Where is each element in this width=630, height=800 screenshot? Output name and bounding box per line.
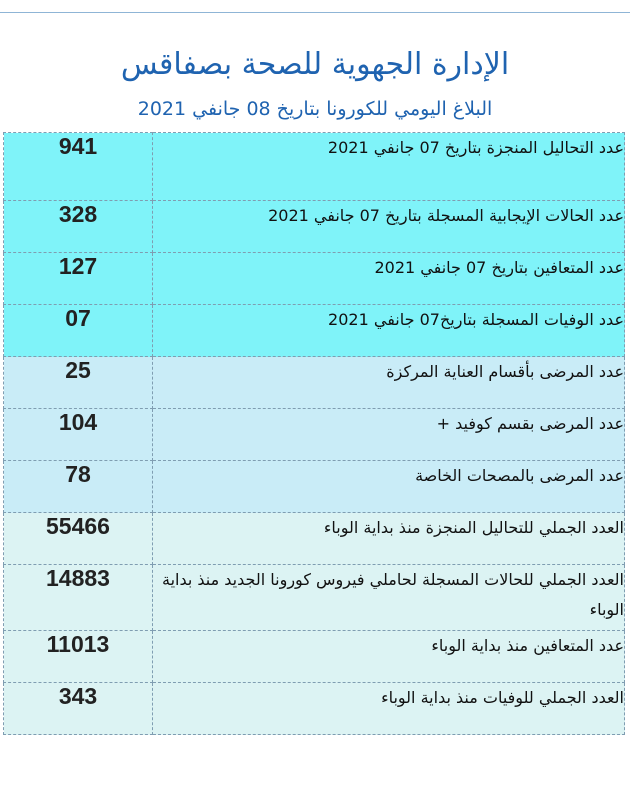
row-value: 25: [4, 357, 153, 409]
top-divider: [0, 12, 630, 13]
row-value: 11013: [4, 631, 153, 683]
row-label: العدد الجملي للتحاليل المنجزة منذ بداية الوباء: [153, 513, 625, 565]
row-value: 14883: [4, 565, 153, 631]
row-label: عدد المرضى بالمصحات الخاصة: [153, 461, 625, 513]
row-value: 941: [4, 133, 153, 201]
row-label: العدد الجملي للحالات المسجلة لحاملي فيروس كورونا الجديد منذ بداية الوباء: [153, 565, 625, 631]
page-title: الإدارة الجهوية للصحة بصفاقس: [120, 47, 510, 82]
page-subtitle: البلاغ اليومي للكورونا بتاريخ 08 جانفي 2021: [137, 98, 493, 120]
table-row: [4, 305, 625, 357]
table-row: [4, 461, 625, 513]
row-value: 127: [4, 253, 153, 305]
table-row: [4, 133, 625, 201]
row-label: العدد الجملي للوفيات منذ بداية الوباء: [153, 683, 625, 735]
table-row: [4, 631, 625, 683]
row-label: عدد المتعافين منذ بداية الوباء: [153, 631, 625, 683]
table-row: [4, 201, 625, 253]
statistics-table-body: [4, 133, 625, 735]
table-row: [4, 253, 625, 305]
table-row: [4, 357, 625, 409]
row-label: عدد المرضى بقسم كوفيد +: [153, 409, 625, 461]
row-label: عدد المتعافين بتاريخ 07 جانفي 2021: [153, 253, 625, 305]
row-value: 328: [4, 201, 153, 253]
row-label: عدد المرضى بأقسام العناية المركزة: [153, 357, 625, 409]
row-label: عدد التحاليل المنجزة بتاريخ 07 جانفي 2021: [153, 133, 625, 201]
table-row: [4, 683, 625, 735]
row-value: 343: [4, 683, 153, 735]
row-value: 55466: [4, 513, 153, 565]
row-value: 104: [4, 409, 153, 461]
table-row: [4, 513, 625, 565]
row-label: عدد الوفيات المسجلة بتاريخ07 جانفي 2021: [153, 305, 625, 357]
row-label: عدد الحالات الإيجابية المسجلة بتاريخ 07 جانفي 2021: [153, 201, 625, 253]
row-value: 78: [4, 461, 153, 513]
table-row: [4, 409, 625, 461]
statistics-table: [3, 132, 625, 735]
row-value: 07: [4, 305, 153, 357]
table-row: [4, 565, 625, 631]
